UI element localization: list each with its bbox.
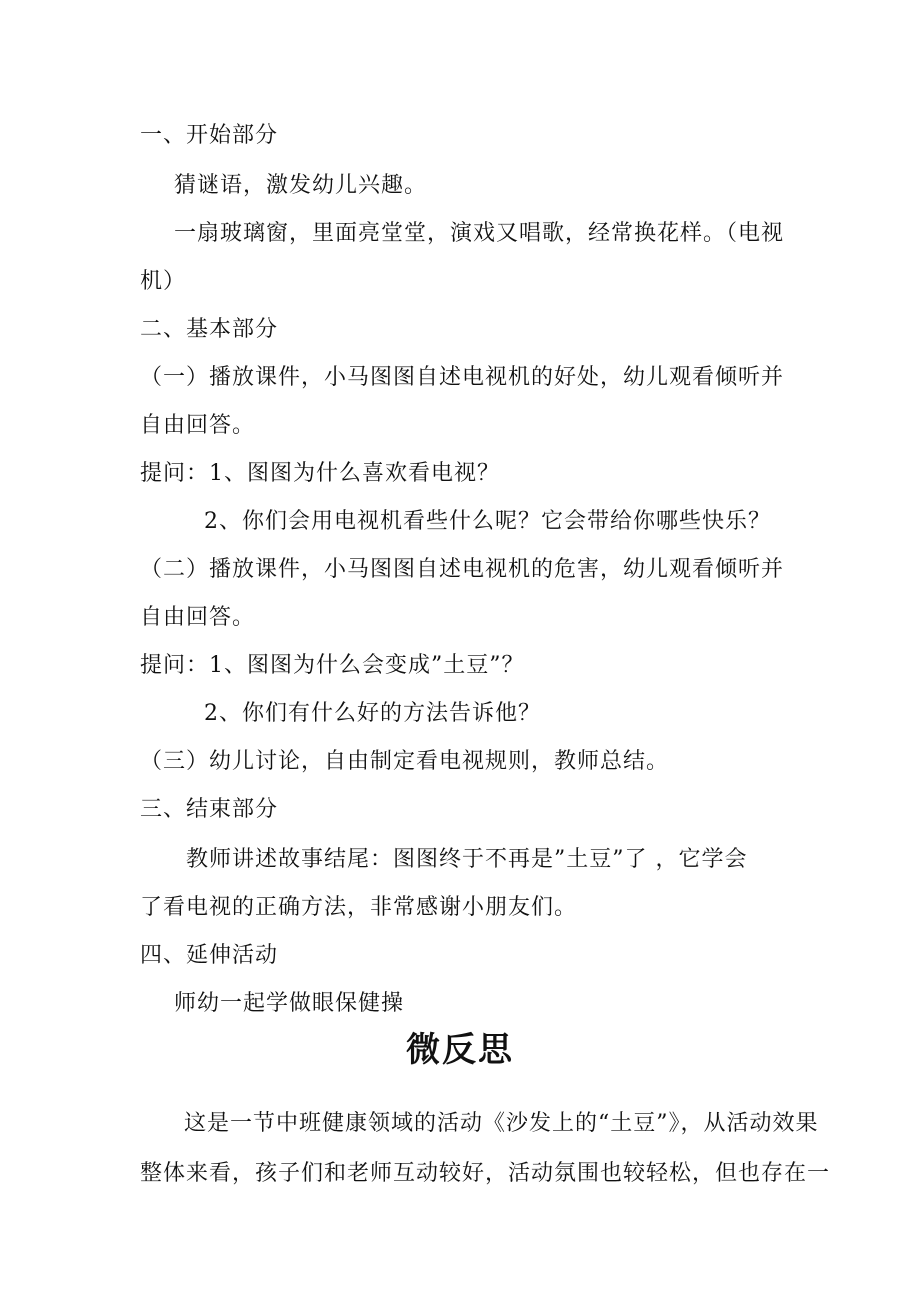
question-line: 提问：1、图图为什么喜欢看电视？	[140, 461, 500, 486]
paragraph-line: 师幼一起学做眼保健操	[174, 991, 405, 1016]
question-line: 提问：1、图图为什么会变成”土豆”？	[140, 653, 525, 678]
paragraph-line: （二）播放课件，小马图图自述电视机的危害，幼儿观看倾听并	[140, 557, 785, 582]
reflection-line: 整体来看，孩子们和老师互动较好，活动氛围也较轻松，但也存在一	[140, 1161, 831, 1186]
paragraph-line: 一扇玻璃窗，里面亮堂堂，演戏又唱歌，经常换花样。（电视	[174, 221, 785, 246]
section-heading-start: 一、开始部分	[140, 123, 279, 148]
section-heading-basic: 二、基本部分	[140, 317, 279, 342]
paragraph-line: 教师讲述故事结尾：图图终于不再是”土豆”了 ，它学会	[186, 847, 748, 872]
paragraph-line: （一）播放课件，小马图图自述电视机的好处，幼儿观看倾听并	[140, 365, 785, 390]
paragraph-line: 自由回答。	[140, 413, 256, 438]
reflection-title: 微反思	[406, 1030, 514, 1070]
section-heading-end: 三、结束部分	[140, 797, 279, 822]
paragraph-line: 了看电视的正确方法，非常感谢小朋友们。	[140, 895, 578, 920]
question-line: 2、你们有什么好的方法告诉他？	[204, 701, 541, 726]
paragraph-line: （三）幼儿讨论，自由制定看电视规则，教师总结。	[140, 749, 670, 774]
paragraph-line: 机）	[140, 269, 187, 294]
section-heading-extension: 四、延伸活动	[140, 943, 279, 968]
paragraph-line: 猜谜语，激发幼儿兴趣。	[174, 173, 428, 198]
paragraph-line: 自由回答。	[140, 605, 256, 630]
reflection-line: 这是一节中班健康领域的活动《沙发上的“土豆”》，从活动效果	[184, 1111, 819, 1136]
question-line: 2、你们会用电视机看些什么呢？它会带给你哪些快乐？	[204, 509, 771, 534]
